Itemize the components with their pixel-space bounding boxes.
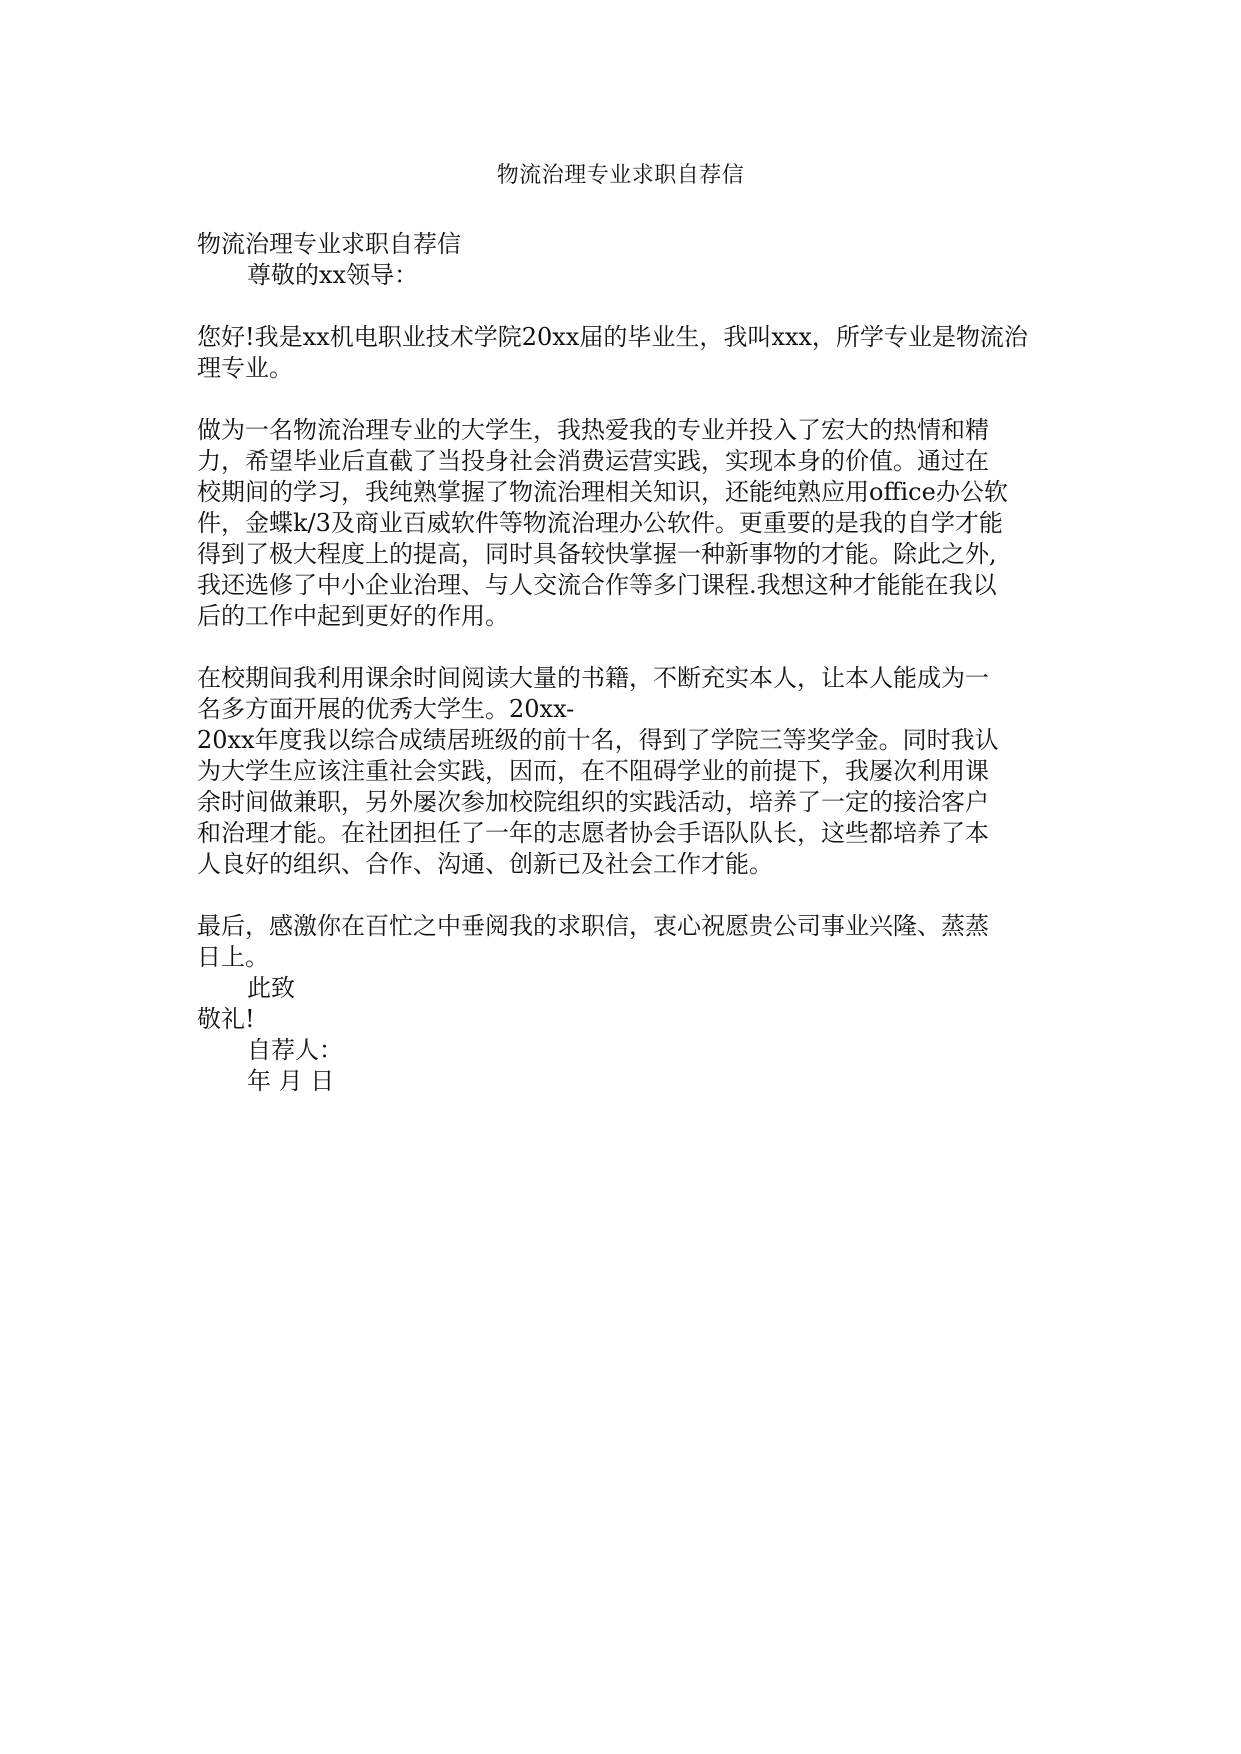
signature-label: 自荐人： — [247, 1036, 343, 1064]
paragraph-line: 您好!我是xx机电职业技术学院20xx届的毕业生，我叫xxx，所学专业是物流治 — [197, 323, 1028, 351]
paragraph-closing — [197, 911, 1053, 973]
paragraph-line: 为大学生应该注重社会实践，因而，在不阻碍学业的前提下，我屡次利用课 — [197, 757, 989, 785]
paragraph-gap — [197, 632, 1053, 663]
date-line: 年 月 日 — [247, 1067, 335, 1095]
paragraph-line: 名多方面开展的优秀大学生。20xx- — [197, 695, 575, 723]
paragraph-line: 和治理才能。在社团担任了一年的志愿者协会手语队队长，这些都培养了本 — [197, 819, 989, 847]
regards: 敬礼! — [197, 1005, 255, 1033]
paragraph-line: 校期间的学习，我纯熟掌握了物流治理相关知识，还能纯熟应用office办公软 — [197, 478, 1008, 506]
paragraph-line: 我还选修了中小企业治理、与人交流合作等多门课程.我想这种才能能在我以 — [197, 571, 997, 599]
paragraph-line: 理专业。 — [197, 354, 293, 382]
paragraph-campus — [197, 663, 1053, 880]
paragraph-line: 得到了极大程度上的提高，同时具备较快掌握一种新事物的才能。除此之外, — [197, 540, 997, 568]
paragraph-line: 余时间做兼职，另外屡次参加校院组织的实践活动，培养了一定的接洽客户 — [197, 788, 989, 816]
paragraph-line: 人良好的组织、合作、沟通、创新已及社会工作才能。 — [197, 850, 773, 878]
paragraph-line: 日上。 — [197, 943, 269, 971]
paragraph-line: 做为一名物流治理专业的大学生，我热爱我的专业并投入了宏大的热情和精 — [197, 416, 989, 444]
paragraph-line: 最后，感激你在百忙之中垂阅我的求职信，衷心祝愿贵公司事业兴隆、蒸蒸 — [197, 912, 989, 940]
paragraph-line: 20xx年度我以综合成绩居班级的前十名，得到了学院三等奖学金。同时我认 — [197, 726, 999, 754]
paragraph-gap — [197, 291, 1053, 322]
paragraph-major — [197, 415, 1053, 632]
closing-phrase: 此致 — [247, 974, 295, 1002]
paragraph-line: 在校期间我利用课余时间阅读大量的书籍，不断充实本人，让本人能成为一 — [197, 664, 989, 692]
paragraph-line: 后的工作中起到更好的作用。 — [197, 602, 509, 630]
salutation: 尊敬的xx领导： — [247, 261, 419, 289]
paragraph-line: 件，金蝶k/3及商业百威软件等物流治理办公软件。更重要的是我的自学才能 — [197, 509, 1003, 537]
paragraph-gap — [197, 384, 1053, 415]
document-title: 物流治理专业求职自荐信 — [496, 163, 745, 188]
paragraph-line: 力，希望毕业后直截了当投身社会消费运营实践，实现本身的价值。通过在 — [197, 447, 989, 475]
paragraph-greeting — [197, 322, 1053, 384]
letter-body — [197, 229, 1053, 1097]
letter-heading: 物流治理专业求职自荐信 — [197, 230, 461, 258]
paragraph-gap — [197, 880, 1053, 911]
